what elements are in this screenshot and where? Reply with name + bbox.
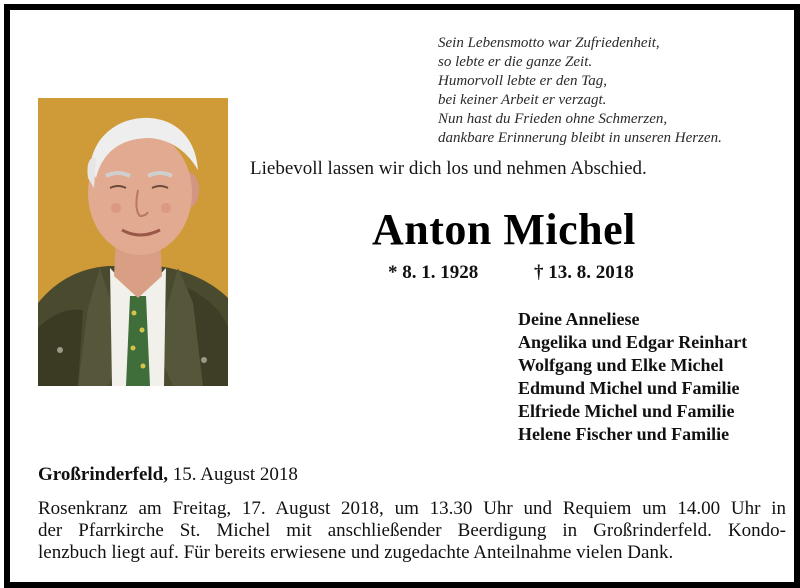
- family-member: Edmund Michel und Familie: [518, 378, 740, 398]
- poem-line: Sein Lebensmotto war Zufriedenheit,: [438, 35, 660, 51]
- notice-line: Rosenkranz am Freitag, 17. August 2018, um 13.30 Uhr und Requiem um 14.00 Uhr in: [38, 498, 786, 519]
- birth-date: * 8. 1. 1928: [388, 262, 479, 283]
- poem-line: so lebte er die ganze Zeit.: [438, 54, 593, 70]
- family-member: Deine Anneliese: [518, 309, 640, 329]
- poem-line: Nun hast du Frieden ohne Schmerzen,: [438, 111, 668, 127]
- deceased-name: Anton Michel: [372, 205, 636, 254]
- notice-line: lenzbuch liegt auf. Für bereits erwiesene und zugedachte Anteilnahme vielen Dank.: [38, 542, 674, 563]
- poem-line: bei keiner Arbeit er verzagt.: [438, 92, 607, 108]
- obituary-frame: [4, 4, 800, 588]
- poem-line: Humorvoll lebte er den Tag,: [438, 73, 608, 89]
- place: Großrinderfeld,: [38, 464, 169, 485]
- family-member: Helene Fischer und Familie: [518, 424, 730, 444]
- farewell-line: Liebevoll lassen wir dich los und nehmen Abschied.: [250, 158, 647, 179]
- poem-line: dankbare Erinnerung bleibt in unseren Herzen.: [438, 130, 722, 146]
- family-member: Wolfgang und Elke Michel: [518, 355, 724, 375]
- family-member: Elfriede Michel und Familie: [518, 401, 735, 421]
- death-date: † 13. 8. 2018: [534, 262, 634, 283]
- family-list: [518, 308, 747, 446]
- portrait-photo: [38, 98, 228, 386]
- service-notice: [38, 498, 786, 564]
- family-member: Angelika und Edgar Reinhart: [518, 332, 748, 352]
- notice-line: der Pfarrkirche St. Michel mit anschließender Beerdigung in Großrinderfeld. Kondo-: [38, 520, 786, 541]
- date: 15. August 2018: [172, 464, 298, 485]
- place-date: [38, 464, 298, 486]
- poem: [438, 34, 790, 148]
- portrait-illustration: [38, 98, 228, 386]
